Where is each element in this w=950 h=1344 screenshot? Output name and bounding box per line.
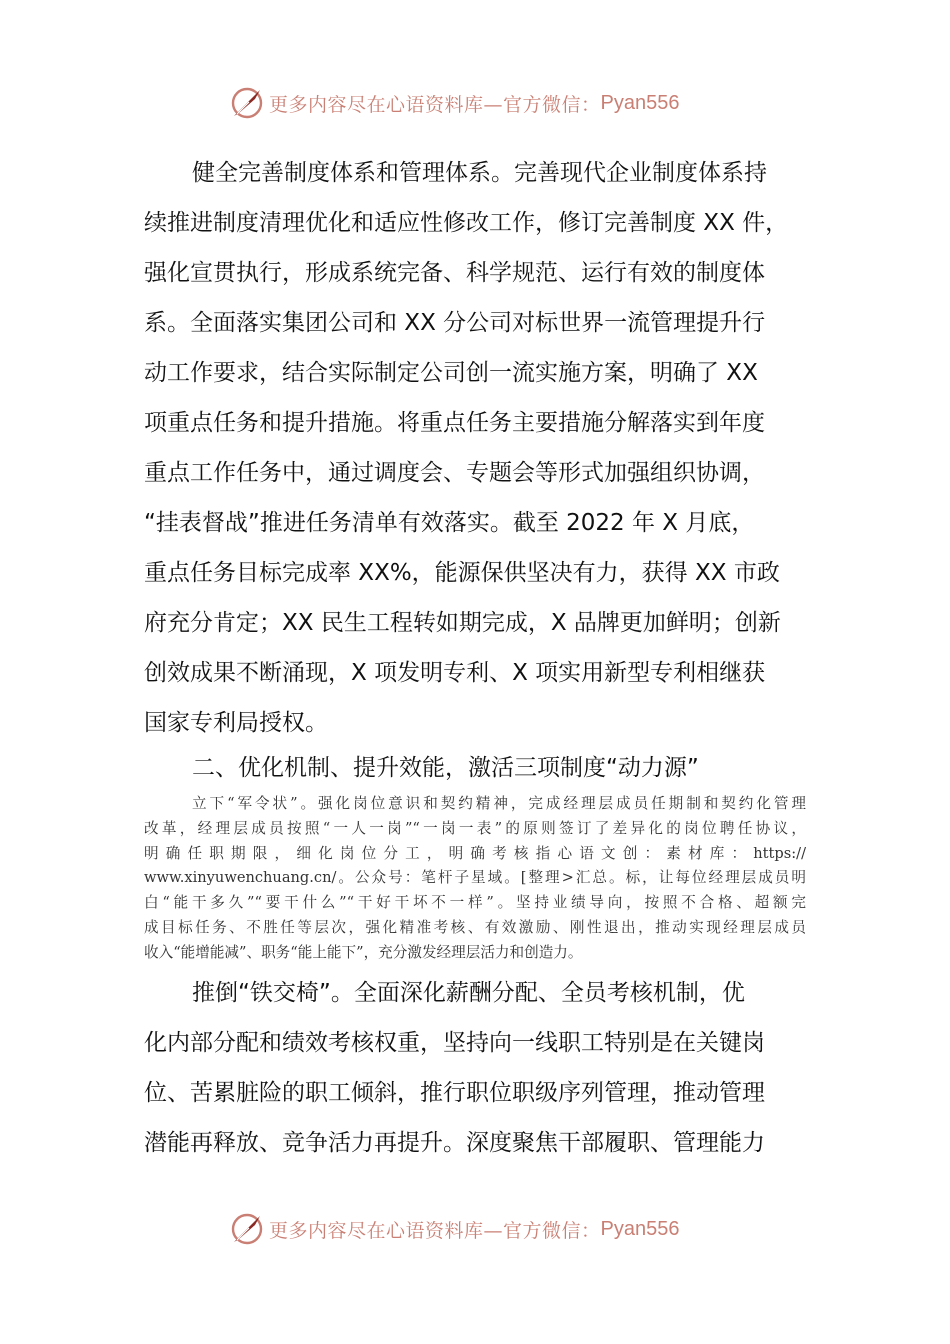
paragraph-3-line: 位、苦累脏险的职工倾斜，推行职位职级序列管理，推动管理 (144, 1080, 765, 1106)
section-heading: 二、优化机制、提升效能，激活三项制度“动力源” (192, 755, 699, 781)
paragraph-2 (144, 792, 806, 966)
paragraph-3-line: 潜能再释放、竞争活力再提升。深度聚焦干部履职、管理能力 (144, 1130, 765, 1156)
quill-pen-logo-icon (229, 1211, 265, 1247)
paragraph-2-line: 白“能干多久”“要干什么”“干好干坏不一样”。坚持业绩导向，按照不合格、超额完 (144, 894, 806, 912)
paragraph-1-line: 系。全面落实集团公司和 XX 分公司对标世界一流管理提升行 (144, 310, 766, 336)
paragraph-2-line: 明确任职期限，细化岗位分工，明确考核指心语文创：素材库：https:// (144, 844, 806, 862)
paragraph-2-line: www.xinyuwenchuang.cn/。公众号：笔杆子星域。[整理>汇总。标，让每位经理层成员明 (144, 869, 806, 887)
paragraph-1-line: 创效成果不断涌现，X 项发明专利、X 项实用新型专利相继获 (144, 660, 766, 686)
paragraph-1-line: 健全完善制度体系和管理体系。完善现代企业制度体系持 (192, 160, 767, 186)
paragraph-3-line: 化内部分配和绩效考核权重，坚持向一线职工特别是在关键岗 (144, 1030, 765, 1056)
paragraph-2-line: 成目标任务、不胜任等层次，强化精准考核、有效激励、刚性退出，推动实现经理层成员 (144, 918, 806, 936)
paragraph-3 (144, 968, 810, 1168)
paragraph-1 (144, 148, 810, 748)
paragraph-2-line: 立下“军令状”。强化岗位意识和契约精神，完成经理层成员任期制和契约化管理 (192, 795, 806, 812)
header-banner (229, 84, 679, 122)
quill-pen-logo-icon (229, 85, 265, 121)
paragraph-2-line: 改革，经理层成员按照“一人一岗”“一岗一表”的原则签订了差异化的岗位聘任协议， (144, 819, 806, 837)
paragraph-1-line: 续推进制度清理优化和适应性修改工作，修订完善制度 XX 件， (144, 210, 789, 236)
paragraph-1-line: 项重点任务和提升措施。将重点任务主要措施分解落实到年度 (144, 410, 765, 436)
header-banner-wechat-id: Pyan556 (600, 91, 680, 114)
paragraph-1-line: 重点工作任务中，通过调度会、专题会等形式加强组织协调， (144, 460, 765, 486)
paragraph-2-line: 收入“能增能减”、职务“能上能下”，充分激发经理层活力和创造力。 (144, 943, 583, 961)
paragraph-1-line: 府充分肯定；XX 民生工程转如期完成，X 品牌更加鲜明；创新 (144, 610, 781, 636)
paragraph-1-line: 国家专利局授权。 (144, 710, 328, 736)
paragraph-1-line: 重点任务目标完成率 XX%，能源保供坚决有力，获得 XX 市政 (144, 560, 780, 586)
paragraph-3-line: 推倒“铁交椅”。全面深化薪酬分配、全员考核机制，优 (192, 980, 745, 1006)
footer-banner-wechat-id: Pyan556 (600, 1217, 680, 1240)
paragraph-1-line: 强化宣贯执行，形成系统完备、科学规范、运行有效的制度体 (144, 260, 765, 286)
paragraph-1-line: 动工作要求，结合实际制定公司创一流实施方案，明确了 XX (144, 360, 758, 386)
footer-banner-text: 更多内容尽在心语资料库—官方微信： (269, 1219, 601, 1242)
footer-banner (229, 1210, 679, 1248)
paragraph-1-line: “挂表督战”推进任务清单有效落实。截至 2022 年 X 月底， (144, 510, 755, 536)
header-banner-text: 更多内容尽在心语资料库—官方微信： (269, 93, 601, 116)
